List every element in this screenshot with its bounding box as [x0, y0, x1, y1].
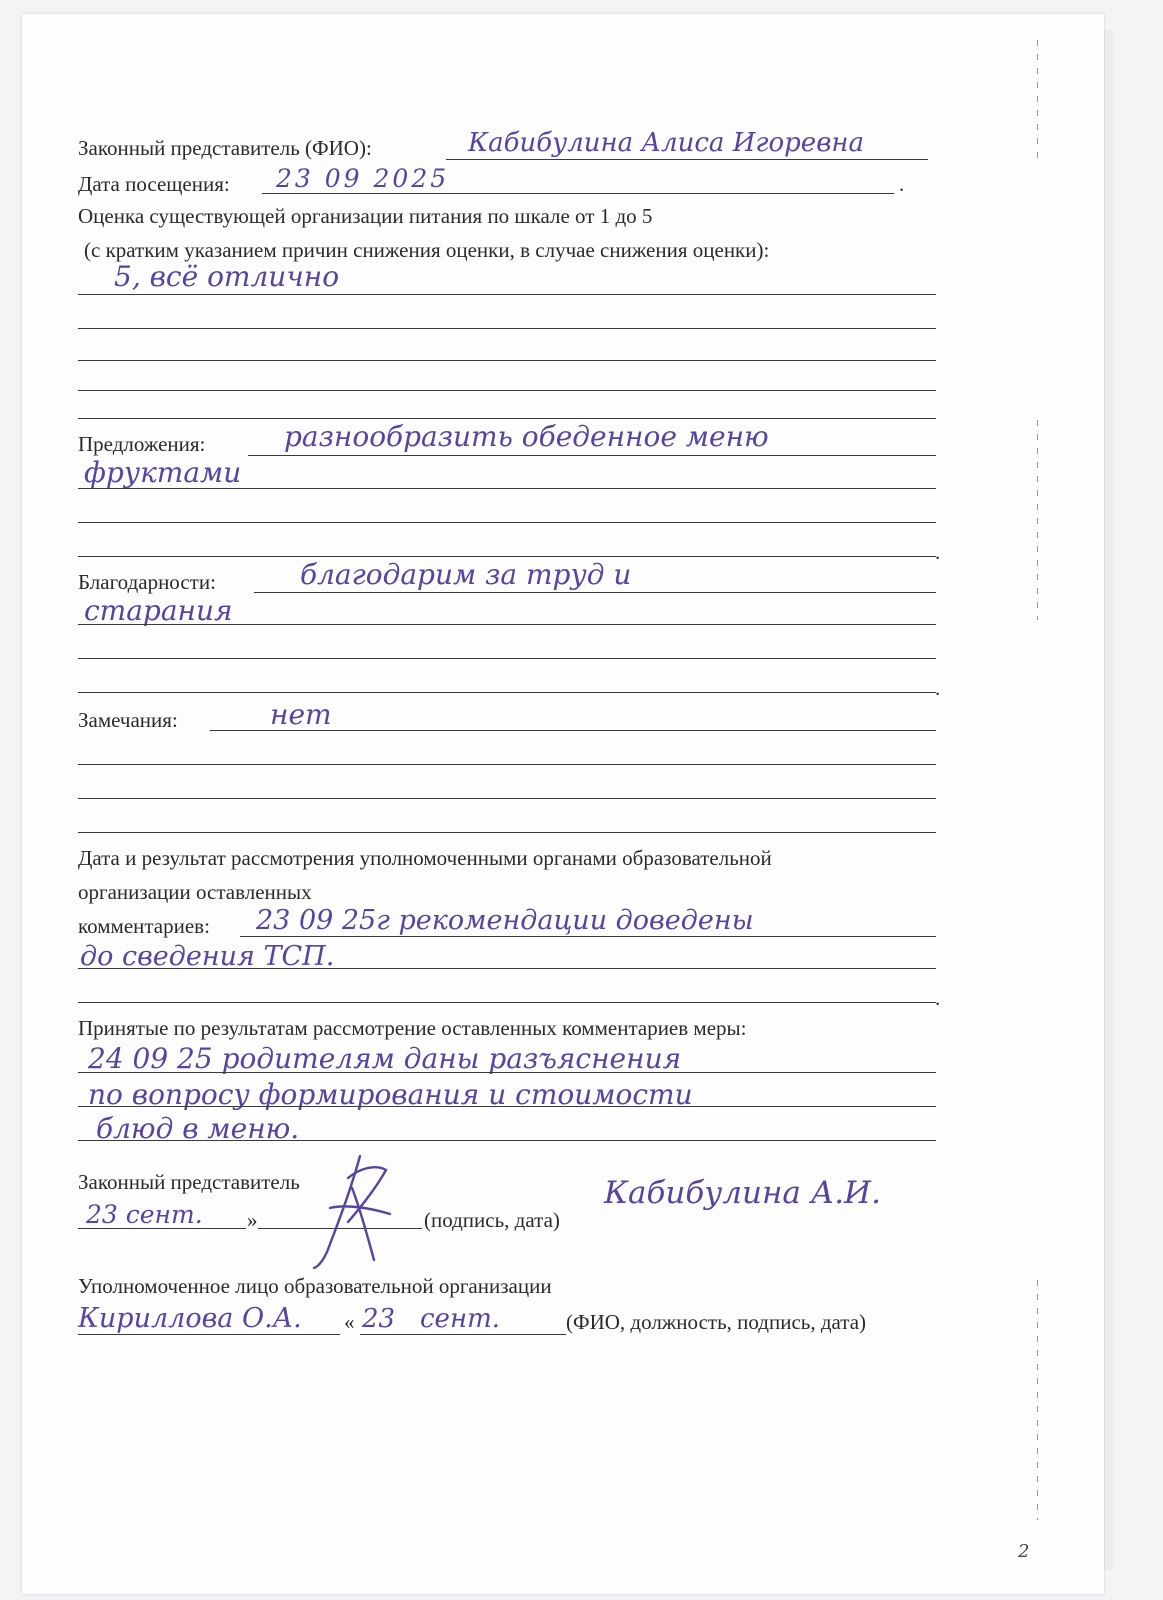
thanks-line-3 — [78, 658, 936, 659]
rating-line-4 — [78, 390, 936, 391]
period: . — [935, 540, 941, 564]
margin-mark — [1037, 40, 1038, 160]
rating-line-5 — [78, 418, 936, 419]
official-day-handwritten: 23 — [362, 1304, 396, 1334]
measures-handwritten-1: 24 09 25 родителям даны разъяснения — [88, 1042, 682, 1075]
sign-name-handwritten: Кабибулина А.И. — [604, 1175, 881, 1211]
official-hint: (ФИО, должность, подпись, дата) — [566, 1310, 867, 1334]
measures-label: Принятые по результатам рассмотрение оставленных комментариев меры: — [78, 1016, 747, 1040]
measures-line-3 — [78, 1140, 936, 1141]
period: . — [899, 172, 905, 196]
thanks-line-4 — [78, 692, 936, 693]
review-label-1: Дата и результат рассмотрения уполномоченными органами образовательной — [78, 846, 772, 870]
signature-mark — [290, 1148, 410, 1272]
measures-handwritten-3: блюд в меню. — [96, 1112, 300, 1145]
remarks-line-4 — [78, 832, 936, 833]
thanks-label: Благодарности: — [78, 570, 216, 594]
measures-line-2 — [78, 1106, 936, 1107]
remarks-line-2 — [78, 764, 936, 765]
thanks-handwritten-2: старания — [84, 594, 233, 627]
sign-hint: (подпись, дата) — [424, 1208, 560, 1232]
margin-mark — [1037, 1280, 1038, 1520]
official-month-handwritten: сент. — [420, 1304, 500, 1334]
sign-date-handwritten: 23 сент. — [86, 1200, 203, 1229]
official-name-handwritten: Кириллова О.А. — [78, 1303, 302, 1334]
rep-name-handwritten: Кабибулина Алиса Игоревна — [468, 128, 864, 158]
suggest-label: Предложения: — [78, 432, 206, 456]
review-line-2 — [78, 968, 936, 969]
rating-line-1 — [78, 294, 936, 295]
page-number: 2 — [1018, 1541, 1030, 1562]
period: . — [935, 676, 941, 700]
official-name-line — [78, 1334, 340, 1335]
paper-edge — [1104, 30, 1113, 1570]
remarks-line-1 — [210, 730, 936, 731]
sign-date-line — [78, 1228, 246, 1229]
suggest-line-1 — [248, 455, 936, 456]
remarks-line-3 — [78, 798, 936, 799]
measures-line-1 — [78, 1072, 936, 1073]
review-handwritten-1: 23 09 25г рекомендации доведены — [256, 905, 754, 936]
suggest-handwritten-2: фруктами — [84, 456, 242, 489]
period: . — [935, 986, 941, 1010]
rating-line-2 — [78, 328, 936, 329]
thanks-line-1 — [254, 592, 936, 593]
suggest-line-2 — [78, 488, 936, 489]
measures-handwritten-2: по вопросу формирования и стоимости — [88, 1078, 693, 1111]
review-handwritten-2: до сведения ТСП. — [80, 941, 335, 972]
review-label-2: организации оставленных — [78, 880, 312, 904]
official-label: Уполномоченное лицо образовательной организации — [78, 1274, 552, 1298]
remarks-label: Замечания: — [78, 708, 178, 732]
rep-line — [446, 159, 928, 160]
suggest-line-4 — [78, 556, 936, 557]
rating-handwritten: 5, всё отлично — [114, 260, 340, 293]
review-label-3: комментариев: — [78, 914, 210, 938]
sign-rep-label: Законный представитель — [78, 1170, 300, 1194]
visit-label: Дата посещения: — [78, 172, 230, 196]
official-quote-open: « — [344, 1310, 355, 1334]
rating-label-1: Оценка существующей организации питания по шкале от 1 до 5 — [78, 204, 653, 228]
remarks-handwritten: нет — [270, 698, 332, 731]
suggest-handwritten-1: разнообразить обеденное меню — [284, 420, 769, 453]
rep-label: Законный представитель (ФИО): — [78, 136, 372, 160]
sign-quote: » — [247, 1208, 258, 1232]
official-date-line — [360, 1334, 566, 1335]
suggest-line-3 — [78, 522, 936, 523]
review-line-1 — [240, 936, 936, 937]
rating-label-2: (с кратким указанием причин снижения оценки, в случае снижения оценки): — [84, 238, 770, 262]
thanks-line-2 — [78, 624, 936, 625]
thanks-handwritten-1: благодарим за труд и — [300, 558, 632, 591]
visit-date-handwritten: 23 09 2025 — [276, 164, 450, 193]
review-line-3 — [78, 1002, 936, 1003]
margin-mark — [1037, 420, 1038, 620]
rating-line-3 — [78, 360, 936, 361]
